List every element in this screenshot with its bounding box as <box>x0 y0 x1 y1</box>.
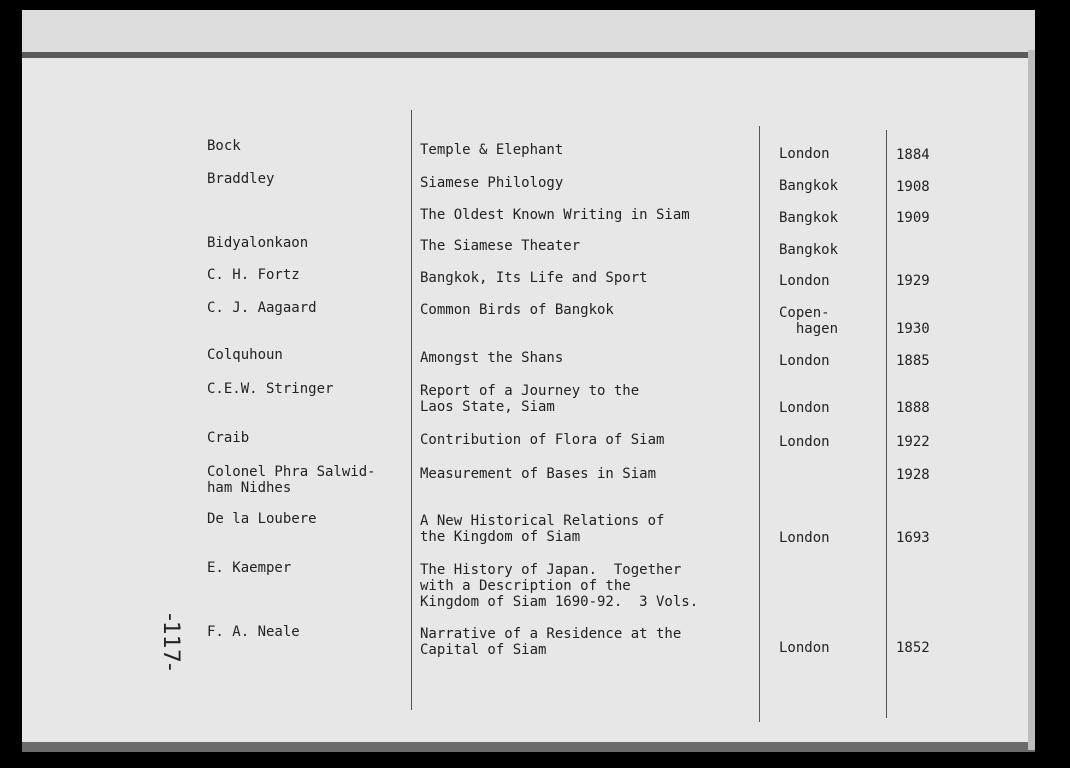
column-divider-place <box>759 126 760 722</box>
row-author: De la Loubere <box>207 511 317 527</box>
row-title: Report of a Journey to the Laos State, Siam <box>420 383 640 415</box>
row-year: 1928 <box>896 467 930 483</box>
row-place: London <box>779 146 830 162</box>
row-year: 1693 <box>896 530 930 546</box>
row-author: E. Kaemper <box>207 560 292 576</box>
row-title: Amongst the Shans <box>420 350 564 366</box>
row-place: London <box>779 353 830 369</box>
row-title: Bangkok, Its Life and Sport <box>420 270 648 286</box>
row-title: A New Historical Relations of the Kingdom of Siam <box>420 513 665 545</box>
page-top-edge <box>22 10 1035 58</box>
row-place: Copen- hagen <box>779 305 839 337</box>
row-year: 1885 <box>896 353 930 369</box>
row-title: Common Birds of Bangkok <box>420 302 614 318</box>
row-title: The History of Japan. Together with a Description of the Kingdom of Siam 1690-92. 3 Vols. <box>420 562 699 610</box>
row-year: 1930 <box>896 321 930 337</box>
page-number-note: -117- <box>158 613 183 671</box>
row-title: The Oldest Known Writing in Siam <box>420 207 690 223</box>
row-place: London <box>779 530 830 546</box>
row-year: 1929 <box>896 273 930 289</box>
row-author: Colonel Phra Salwid- ham Nidhes <box>207 464 376 496</box>
row-author: C.E.W. Stringer <box>207 381 334 397</box>
row-title: Contribution of Flora of Siam <box>420 432 665 448</box>
row-year: 1884 <box>896 147 930 163</box>
row-title: Temple & Elephant <box>420 142 564 158</box>
row-year: 1908 <box>896 179 930 195</box>
row-author: Bock <box>207 138 241 154</box>
row-author: Colquhoun <box>207 347 283 363</box>
row-author: F. A. Neale <box>207 624 300 640</box>
page-bottom-edge <box>22 742 1035 752</box>
row-author: C. J. Aagaard <box>207 300 317 316</box>
row-place: London <box>779 640 830 656</box>
row-year: 1888 <box>896 400 930 416</box>
row-place: London <box>779 400 830 416</box>
row-title: Narrative of a Residence at the Capital of Siam <box>420 626 682 658</box>
row-place: Bangkok <box>779 210 839 226</box>
row-place: Bangkok <box>779 242 839 258</box>
row-author: Bidyalonkaon <box>207 235 309 251</box>
row-title: The Siamese Theater <box>420 238 581 254</box>
column-divider-title <box>411 110 412 710</box>
page-right-edge <box>1028 50 1035 750</box>
row-author: C. H. Fortz <box>207 267 300 283</box>
row-author: Craib <box>207 430 250 446</box>
row-title: Siamese Philology <box>420 175 564 191</box>
row-place: Bangkok <box>779 178 839 194</box>
row-year: 1922 <box>896 434 930 450</box>
row-author: Braddley <box>207 171 275 187</box>
column-divider-year <box>886 130 887 718</box>
row-year: 1909 <box>896 210 930 226</box>
row-place: London <box>779 434 830 450</box>
row-place: London <box>779 273 830 289</box>
row-title: Measurement of Bases in Siam <box>420 466 657 482</box>
row-year: 1852 <box>896 640 930 656</box>
